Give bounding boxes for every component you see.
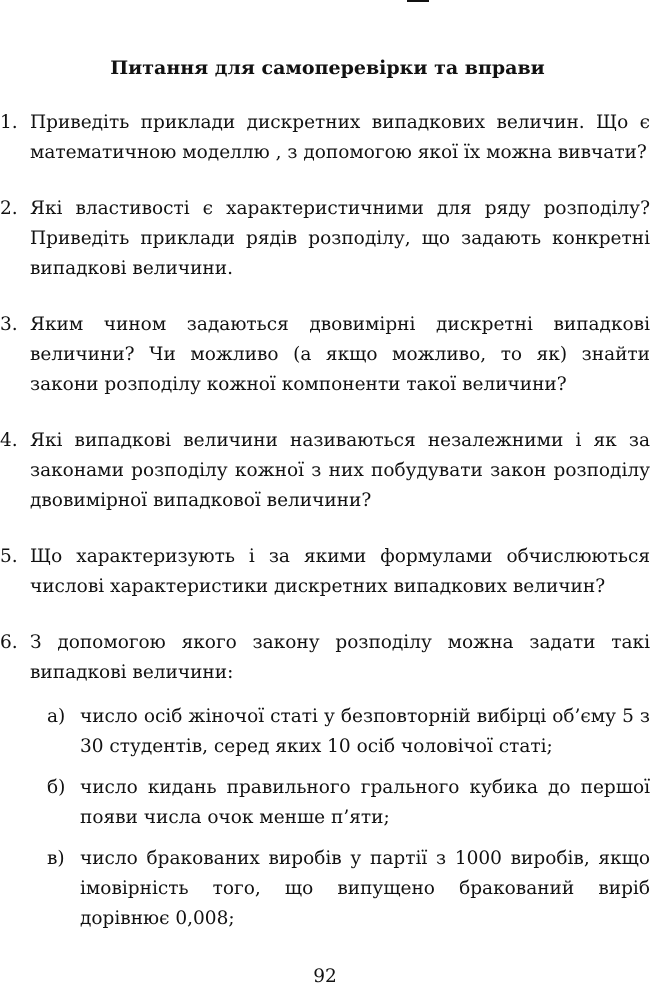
subquestion-label: б) (47, 777, 66, 798)
question-item-1 (0, 108, 650, 168)
question-text: Які випадкові величини називаються незалежними і як за законами розподілу кожної з них побудувати закон розподілу двовимірної випадкової величини? (30, 430, 650, 511)
question-item-4 (0, 426, 650, 516)
question-text: Яким чином задаються двовимірні дискретні випадкові величини? Чи можливо (а якщо можливо, то як) знайти закони розподілу кожної компоненти такої величини? (30, 314, 650, 395)
question-number: 3. (0, 314, 18, 335)
subquestion-item-c (30, 844, 650, 934)
question-list (0, 108, 650, 960)
question-text: Приведіть приклади дискретних випадкових величин. Що є математичною моделлю , з допомогою якої їх можна вивчати? (30, 112, 650, 163)
page-title (0, 56, 650, 80)
question-text: Що характеризують і за якими формулами обчислюються числові характеристики дискретних випадкових величин? (30, 546, 650, 597)
question-item-2 (0, 194, 650, 284)
top-rule-divider (407, 0, 429, 2)
question-item-3 (0, 310, 650, 400)
question-item-5 (0, 542, 650, 602)
question-text: З допомогою якого закону розподілу можна задати такі випадкові величини: (30, 632, 650, 683)
page-title-text: Питання для самоперевірки та вправи (110, 57, 545, 79)
question-number: 5. (0, 546, 18, 567)
subquestion-label: а) (47, 706, 66, 727)
question-number: 2. (0, 198, 18, 219)
subquestion-text: число бракованих виробів у партії з 1000 виробів, якщо імовірність того, що випущено бракований виріб дорівнює 0,008; (80, 848, 650, 929)
page-number: 92 (313, 966, 337, 987)
question-number: 4. (0, 430, 18, 451)
subquestion-text: число кидань правильного грального кубика до першої появи числа очок менше п’яти; (80, 777, 650, 828)
subquestion-list (30, 702, 650, 934)
subquestion-text: число осіб жіночої статі у безповторній вибірці об’єму 5 з 30 студентів, серед яких 10 осіб чоловічої статі; (80, 706, 650, 757)
subquestion-label: в) (47, 848, 65, 869)
question-number: 6. (0, 632, 18, 653)
subquestion-item-a (30, 702, 650, 762)
question-item-6 (0, 628, 650, 934)
question-text: Які властивості є характеристичними для ряду розподілу? Приведіть приклади рядів розподілу, що задають конкретні випадкові величини. (30, 198, 650, 279)
question-number: 1. (0, 112, 18, 133)
subquestion-item-b (30, 773, 650, 833)
